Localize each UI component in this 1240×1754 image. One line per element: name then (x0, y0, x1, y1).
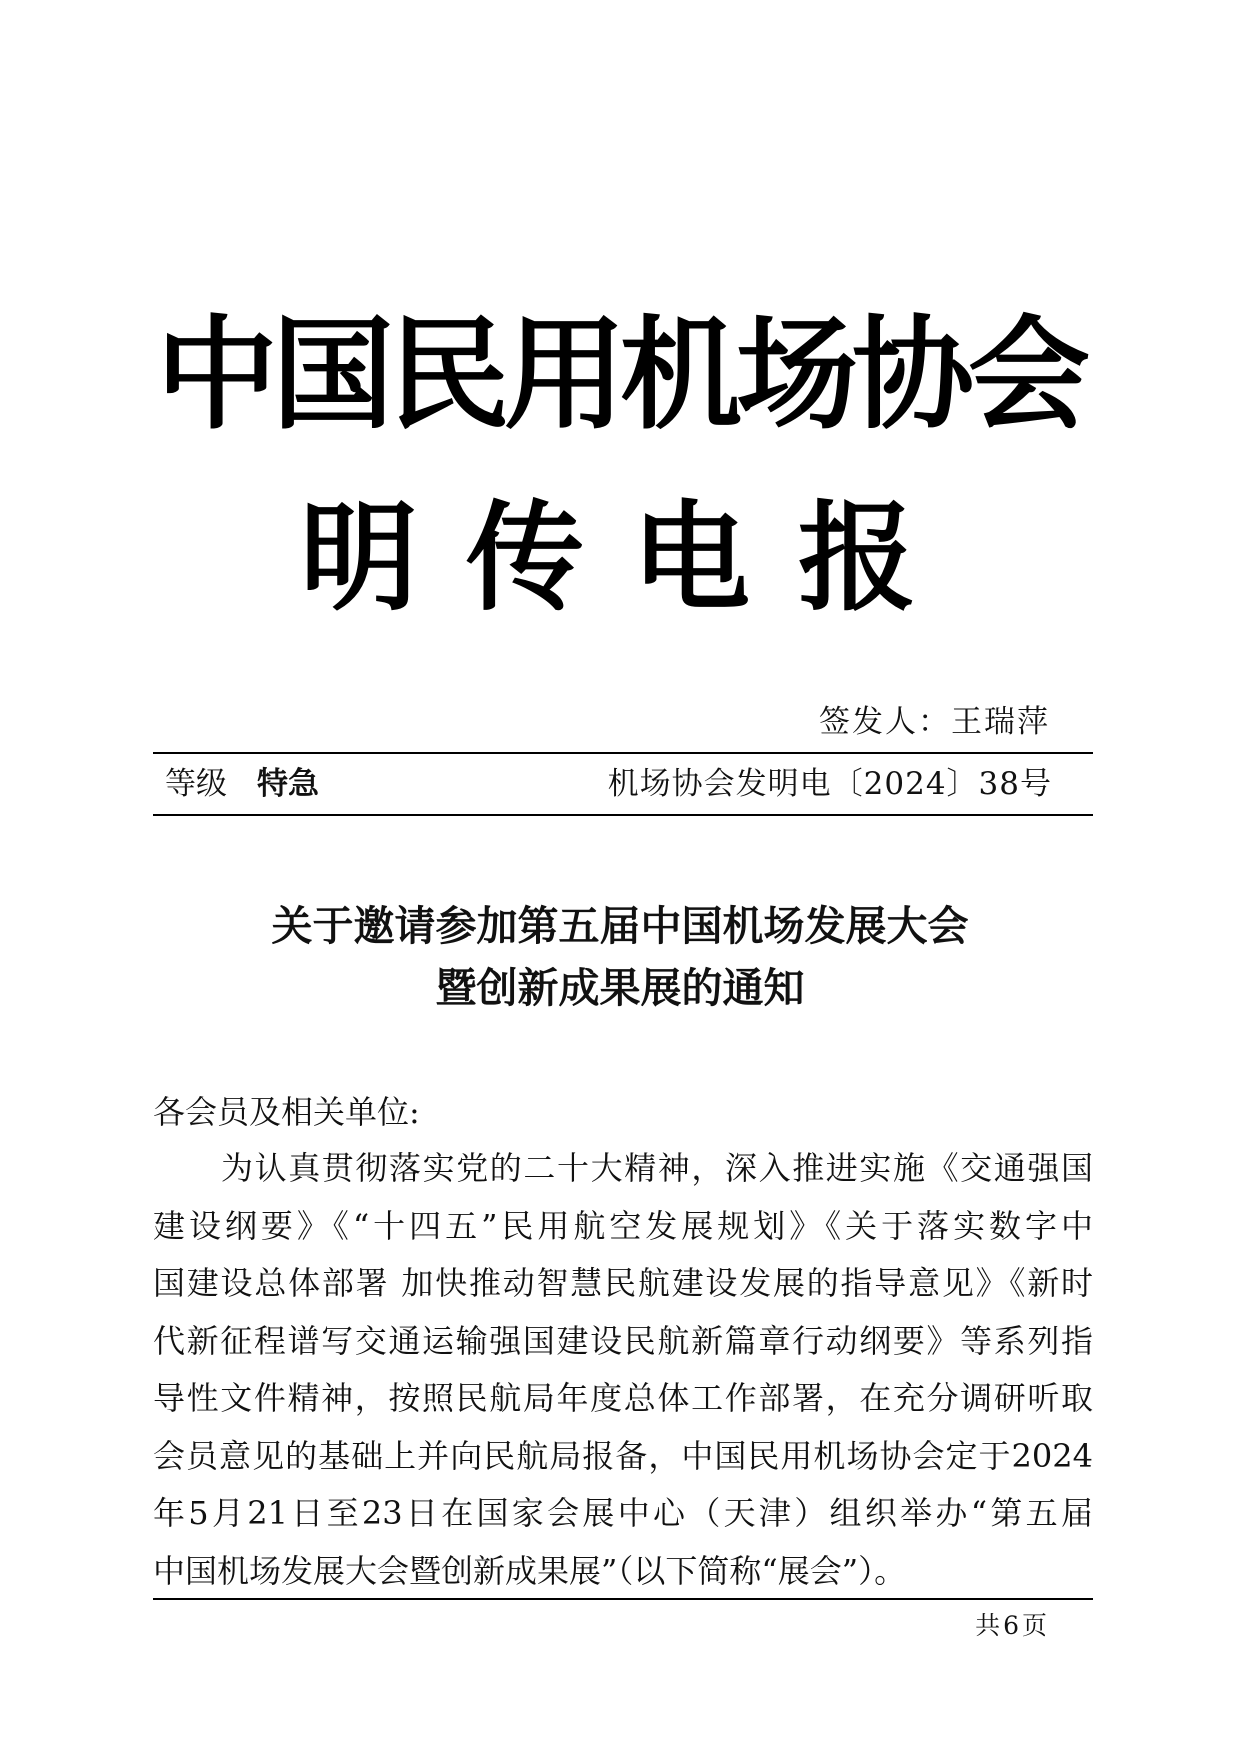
notice-title-line: 关于邀请参加第五届中国机场发展大会 (271, 902, 969, 950)
urgency-level (165, 762, 319, 806)
organization-name: 中国民用机场协会 (156, 304, 1084, 446)
header-rule-bottom (153, 814, 1093, 816)
salutation: 各会员及相关单位: (153, 1093, 420, 1131)
body-line: 中国机场发展大会暨创新成果展”（以下简称“展会”）。 (153, 1551, 907, 1590)
body-line: 代新征程谱写交通运输强国建设民航新篇章行动纲要》等系列指 (153, 1321, 1093, 1360)
notice-title-line: 暨创新成果展的通知 (435, 964, 805, 1012)
page-count: 共6页 (975, 1611, 1050, 1640)
level-label: 等级 (165, 766, 227, 802)
notice-body-paragraph (153, 1140, 1093, 1600)
document-number: 机场协会发明电〔2024〕38号 (607, 766, 1052, 802)
body-line: 导性文件精神，按照民航局年度总体工作部署，在充分调研听取 (153, 1379, 1093, 1417)
signer-label: 签发人： (819, 704, 951, 740)
footer-rule (153, 1598, 1093, 1600)
body-line: 国建设总体部署 加快推动智慧民航建设发展的指导意见》《新时 (153, 1264, 1093, 1302)
document-kind-title: 明传电报 (299, 488, 964, 627)
body-line: 为认真贯彻落实党的二十大精神，深入推进实施《交通强国 (221, 1149, 1093, 1187)
body-line: 年5月21日至23日在国家会展中心（天津）组织举办“第五届 (153, 1494, 1093, 1532)
signer-name: 王瑞萍 (951, 704, 1050, 740)
signer-line (819, 700, 1050, 744)
body-line: 建设纲要》《“十四五”民用航空发展规划》《关于落实数字中 (153, 1206, 1093, 1245)
level-value: 特急 (257, 766, 319, 802)
body-line: 会员意见的基础上并向民航局报备，中国民用机场协会定于2024 (153, 1436, 1093, 1475)
header-rule-top (153, 752, 1093, 754)
notice-title (0, 895, 1240, 1019)
